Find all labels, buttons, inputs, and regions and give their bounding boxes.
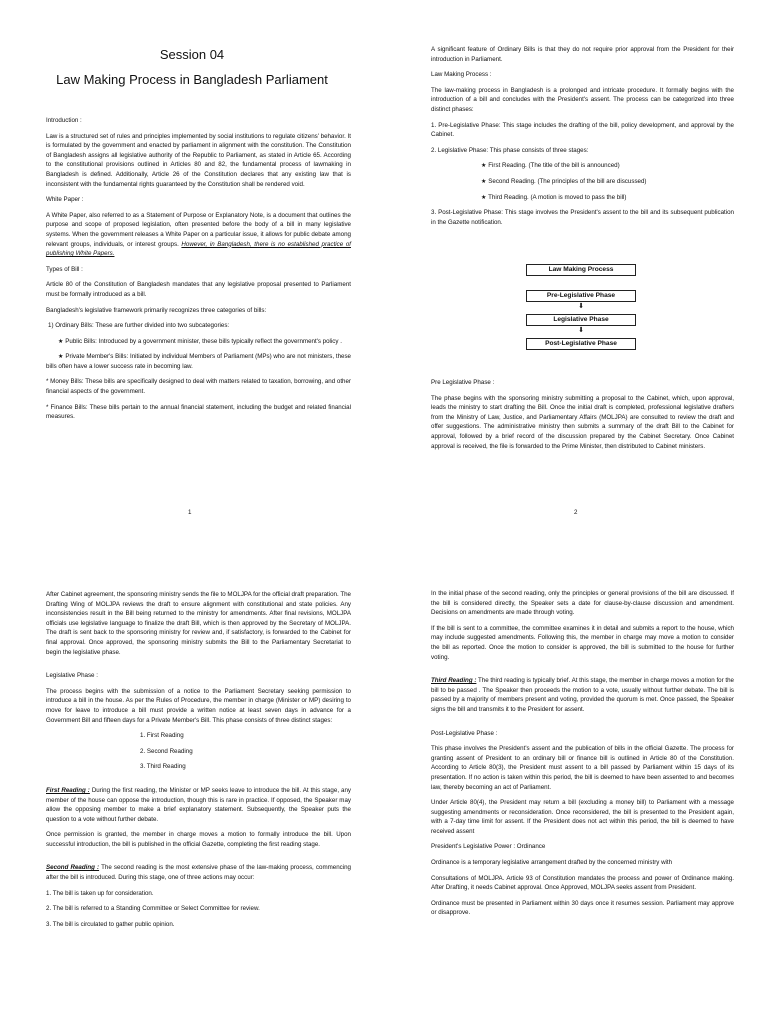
page-number: 2 (574, 509, 578, 516)
pre-text: The phase begins with the sponsoring ministry submitting a proposal to the Cabinet, which, upon approval, leads the ministry to start drafting the Bill. Once the initial draft is completed, professional legislative drafters from the Ministry of Law, Justice, and Parliamentary Affairs (MOLJPA) are consulted to review the draft and offer suggestions. The administrative ministry then submits a summary of the draft Bill to the Cabinet for approval, followed by a brief record of the discussion prepared by the Cabinet Secretary. Once Cabinet approval is received, the file is forwarded to the Prime Minister, then distributed to Cabinet ministers. (431, 394, 734, 450)
first-reading-text: First Reading : During the first reading, the Minister or MP seeks leave to introduce the bill. At this stage, any member of the house can oppose the introduction, though this is rare in practice. If opposed, the Speaker may allow the opposing member to make a brief explanatory statement. Subsequently, the Speaker puts the question to a vote without further debate. (46, 786, 351, 823)
ordinance-text-3: Ordinance must be presented in Parliament within 30 days once it resumes session. Parliament may approve or disapprove. (431, 899, 734, 917)
ordinance-text-2: Consultations of MOLJPA. Article 93 of Constitution mandates the process and power of Ordinance making. After Drafting, it needs Cabinet approval. Once Approved, MOLJPA seeks assent from President. (431, 874, 734, 892)
first-reading-label: First Reading : (46, 786, 90, 794)
second-reading-label: Second Reading : (46, 864, 100, 872)
flow-box-post: Post-Legislative Phase (526, 338, 636, 350)
white-paper-heading: White Paper : (46, 196, 84, 204)
phase-2-text: 2. Legislative Phase: This phase consists of three stages: (431, 146, 589, 154)
white-paper-text: A White Paper, also referred to as a Statement of Purpose or Explanatory Note, is a document that outlines the purpose and scope of proposed legislation, often presented before the body of a bill in many legislative systems. When the government releases a White Paper on a particular issue, it allows for public debate among relevant groups, individuals, or interest groups. However, in Bangladesh, there is no established practice of publishing White Papers. (46, 211, 351, 258)
page-2-body (431, 45, 734, 233)
second-reading-item: ★ Second Reading. (The principles of the bill are discussed) (481, 177, 647, 185)
private-bills: ★ Private Member's Bills: Initiated by individual Members of Parliament (MPs) who are not ministers, these bills often have a lower success rate in becoming law. (46, 353, 351, 370)
post-text: This phase involves the President's assent and the publication of bills in the official Gazette. The process for granting assent of President to an ordinary bill or finance bill is outlined in Article 80 of the Constitution. According to Article 80(3), the President must assent to a bill passed by Parliament within 15 days of its presentation. If no action is taken within this period, the bill is deemed to have been assented to and becomes law, thereby becoming an act of Parliament. (431, 745, 734, 791)
types-text: Article 80 of the Constitution of Bangladesh mandates that any legislative proposal presented to Parliament must be formally introduced as a bill. (46, 281, 351, 298)
ordinary-bills: 1) Ordinary Bills: These are further divided into two subcategories: (48, 322, 230, 330)
page-subtitle: Law Making Process in Bangladesh Parliament (56, 72, 328, 87)
arrow-down-icon: ⬇ (578, 327, 584, 334)
third-reading-text: Third Reading : The third reading is typically brief. At this stage, the member in charge moves a motion for the bill to be passed . The Speaker then proceeds the motion to a vote, usually without further debate. The bill is passed by a majority of members present and voting, provided the quorum is met. Once passed, the Speaker signs the bill and transmits it to the President for assent. (431, 677, 734, 713)
public-bills: ★ Public Bills: Introduced by a government minister, these bills typically reflect the government's policy . (58, 337, 342, 345)
page-title: Session 04 (159, 47, 225, 62)
framework-text: Bangladesh's legislative framework primarily recognizes three categories of bills: (46, 306, 267, 314)
stage-second: 2. Second Reading (140, 747, 193, 755)
intro-heading: Introduction : (46, 117, 82, 124)
third-reading-label: Third Reading : (431, 677, 477, 685)
committee-text: If the bill is sent to a committee, the committee examines it in detail and submits a report to the house, which may include suggested amendments. Following this, the member in charge may move a motion to consider the bill as reported. Once the motion to consider is approved, the bill is submitted to the house for further voting. (431, 624, 734, 661)
page-1 (0, 0, 384, 516)
lmp-heading: Law Making Process : (431, 71, 492, 79)
post-heading: Post-Legislative Phase : (431, 729, 498, 737)
legislative-text: The process begins with the submission of a notice to the Parliament Secretary seeking permission to introduce a bill in the house. As per the Rules of Procedure, the member in charge (Minister or MP) desiring to move for leave to introduce a bill must provide a written notice at least seven days in advance for a Government Bill and fifteen days for a Private Member's Bill. This phase consists of three distinct stages: (46, 687, 351, 724)
stage-first: 1. First Reading (140, 732, 184, 740)
third-reading-item: ★ Third Reading. (A motion is moved to pass the bill) (481, 193, 627, 201)
page-2 (384, 0, 768, 516)
second-reading-text: Second Reading : The second reading is the most extensive phase of the law-making process, commencing after the bill is introduced. During this stage, one of three actions may occur: (46, 864, 351, 882)
types-heading: Types of Bill : (46, 265, 83, 273)
finance-bills: * Finance Bills: These bills pertain to the annual financial statement, including the budget and related financial measures. (46, 403, 351, 421)
arrow-down-icon: ⬇ (578, 303, 584, 310)
page-2-body-lower (431, 378, 734, 457)
action-2: 2. The bill is referred to a Standing Committee or Select Committee for review. (46, 905, 260, 913)
page-1-body (46, 116, 351, 428)
page-4 (384, 512, 768, 1024)
action-1: 1. The bill is taken up for consideration. (46, 889, 154, 897)
white-paper-note: However, in Bangladesh, there is no established practice of publishing White Papers. (46, 240, 351, 258)
flow-box-legislative: Legislative Phase (526, 314, 636, 326)
page-3 (0, 512, 384, 1024)
page-3-body (46, 590, 351, 935)
article-80-text: Under Article 80(4), the President may return a bill (excluding a money bill) to Parliament with a message suggesting amendments or reconsideration. Once reconsidered, the bill is presented to the President again, with a 7-day time limit for assent. If the President does not act within this period, the bill is deemed to have received assent (431, 799, 734, 835)
feature-text: A significant feature of Ordinary Bills is that they do not require prior approval from the President for their introduction in Parliament. (431, 46, 734, 63)
flow-box-pre: Pre-Legislative Phase (526, 290, 636, 302)
lmp-text: The law-making process in Bangladesh is a prolonged and intricate procedure. It formally begins with the introduction of a bill and concludes with the President's assent. The process can be categorized into three distinct phases: (431, 86, 734, 113)
initial-text: In the initial phase of the second reading, only the principles or general provisions of the bill are discussed. If the bill is considered directly, the Speaker sets a date for clause-by-clause discussion and amendment. Decisions on amendments are made through voting. (431, 590, 734, 617)
phase-1-text: 1. Pre-Legislative Phase: This stage includes the drafting of the bill, policy development, and approval by the Cabinet. (431, 121, 734, 139)
flow-header-box: Law Making Process (526, 264, 636, 276)
first-reading-item: ★ First Reading. (The title of the bill is announced) (481, 162, 620, 170)
stage-third: 3. Third Reading (140, 763, 186, 771)
legislative-heading: Legislative Phase : (46, 672, 98, 680)
first-reading-text-2: Once permission is granted, the member in charge moves a motion to formally introduce the bill. Upon successful introduction, the bill is published in the official Gazette, completing the first reading stage. (46, 831, 351, 848)
page-number: 1 (188, 509, 192, 516)
power-heading: President's Legislative Power : Ordinance (431, 843, 546, 851)
ordinance-text-1: Ordinance is a temporary legislative arrangement drafted by the concerned ministry with (431, 859, 673, 867)
after-cabinet-text: After Cabinet agreement, the sponsoring ministry sends the file to MOLJPA for the official draft preparation. The Drafting Wing of MOLJPA reviews the draft to ensure alignment with constitutional and state policies. Any inconsistencies result in the Bill being returned to the ministry for amendments. After final revisions, MOLJPA officials use legislative language to finalize the draft Bill, which is then approved by the Secretary of MOLJPA. The draft is sent back to the sponsoring ministry for review and, if satisfactory, is forwarded to the Cabinet for final approval. Once approved, the sponsoring ministry submits the Bill to the Parliamentary Secretariat to begin the legislative phase. (46, 591, 351, 656)
page-4-body (431, 589, 734, 924)
phase-3-text: 3. Post-Legislative Phase: This stage involves the President's assent to the bill and its subsequent publication in the Gazette notification. (431, 209, 734, 226)
pre-heading: Pre Legislative Phase : (431, 379, 495, 386)
intro-text: Law is a structured set of rules and principles implemented by social institutions to regulate citizens' behavior. It is formulated by the government and enacted by parliament in alignment with the constitution. The Constitution of Bangladesh assigns all legislative authority of the Republic to Parliament, as stated in Article 65. According to the constitutional provisions outlined in Articles 80 and 82, the fundamental process of lawmaking in Bangladesh is defined. Additionally, Article 26 of the Constitution declares that any existing law that is inconsistent with the fundamental rights guaranteed by the Constitution shall be rendered void. (46, 132, 351, 188)
money-bills: * Money Bills: These bills are specifically designed to deal with matters related to taxation, borrowing, and other financial aspects of the government. (46, 378, 351, 396)
action-3: 3. The bill is circulated to gather public opinion. (46, 920, 175, 928)
